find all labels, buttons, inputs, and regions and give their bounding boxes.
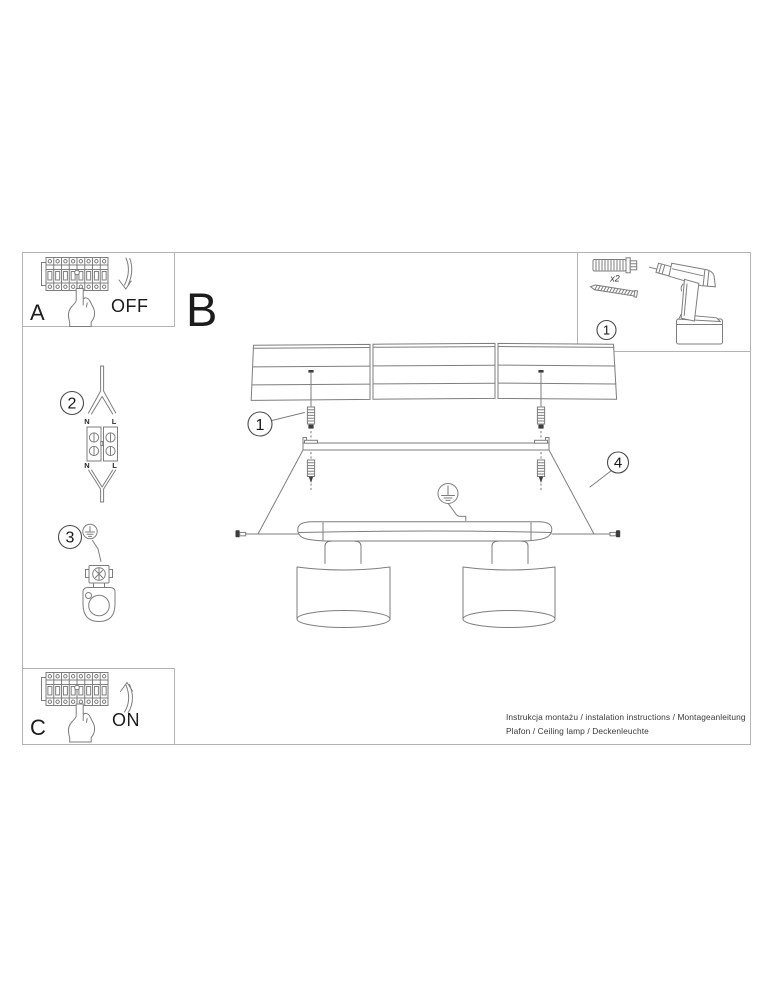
arrow-down-icon [119,258,132,289]
lamp-neck-left [325,541,361,563]
ground-terminal-icon [86,566,113,584]
lamp-neck-right [492,541,528,563]
cover-screw-callout-number: 4 [613,454,623,472]
ground-wire [93,541,102,562]
footer-line2: Plafon / Ceiling lamp / Deckenleuchte [506,725,649,736]
terminal-label-l-top: L [111,417,117,426]
drill-icon [650,263,723,344]
terminal-label-n-bottom: N [84,461,90,470]
main-diagram [225,336,650,636]
wire-connector-icon [87,366,118,502]
screw-icon [590,283,638,297]
footer-line1: Instrukcja montażu / instalation instructions / Montageanleitung [506,712,746,722]
terminal-label-l-bottom: L [112,461,117,470]
grounding-step-illustration [48,515,132,633]
step-b-letter: B [186,283,218,336]
circuit-breaker-icon [42,258,109,291]
pointing-hand-icon [68,704,94,742]
ground-symbol-icon [83,524,97,538]
panel-a-letter: A [30,300,45,325]
ground-symbol-icon [438,484,458,504]
step2-callout-number: 2 [67,395,77,413]
plug-callout-number: 1 [255,416,265,434]
lamp-shade-right [463,567,555,628]
wiring-step-illustration [48,358,132,508]
mounting-bracket [303,438,549,451]
circuit-breaker-icon [42,673,109,706]
tools-callout-number: 1 [602,322,611,338]
cover-guide-line-left [258,450,303,534]
ceiling-illustration [251,343,616,400]
terminal-label-n-top: N [84,417,90,426]
screw-quantity-label: x2 [610,273,620,284]
pointing-hand-icon [68,289,94,327]
lamp-shade-left [297,567,390,628]
mounting-ring-icon [83,583,115,621]
footer [506,711,746,738]
ground-wire [449,504,466,521]
lamp-base [298,522,552,541]
cover-guide-line-right [549,450,594,534]
plug-callout-leader [272,413,305,421]
step3-callout-number: 3 [65,529,75,547]
side-screw-right [552,530,620,537]
panel-c-letter: C [30,715,46,740]
wall-plug-icon [593,258,637,273]
power-off-label: OFF [111,296,149,316]
cover-screw-callout-leader [590,471,612,488]
arrow-up-icon [121,683,133,713]
power-on-label: ON [112,710,140,730]
